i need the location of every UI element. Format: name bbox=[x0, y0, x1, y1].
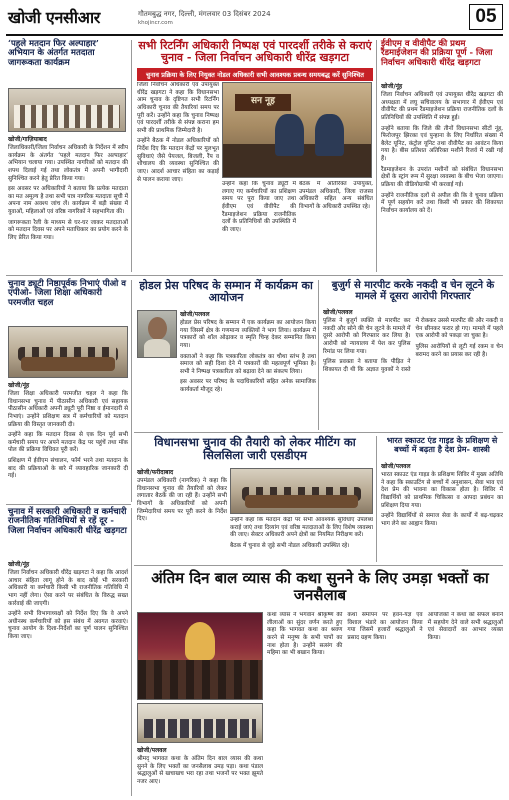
story1-para: इस अवसर पर अधिकारियों ने बताया कि प्रत्येक मतदाता का मत अमूल्य है तथा सभी पात्र नागरिक मतदाता सूची में अपना नाम अवश्य जांच लें। कार्यक्रम में बड़ी संख्या में युवाओं, महिलाओं एवं वरिष्ठ नागरिकों ने सहभागिता की। bbox=[8, 186, 128, 216]
column-divider bbox=[376, 436, 377, 562]
main-body-col1 bbox=[137, 82, 219, 270]
story8-body-col2 bbox=[267, 612, 503, 794]
evm-headline: ईवीएम व वीवीपैट की प्रथम रैंडमाईजेशन की प्रक्रिया पूर्ण - जिला निर्वाचन अधिकारी धीरेंद्र खड़गटा bbox=[381, 39, 493, 68]
story5-body-col2 bbox=[230, 517, 373, 561]
main-para: उन्होंने बैठक में नोडल अधिकारियों को निर्देश दिए कि मतदान केंद्रों पर मूलभूत सुविधाएं जैसे पेयजल, बिजली, रैंप व शौचालय की व्यवस्था सुनिश्चित की जाए। आदर्श आचार संहिता का कड़ाई से पालन कराया जाए। bbox=[137, 138, 219, 183]
story5-para: उन्होंने कहा कि मतदान केंद्रों पर सभी आवश्यक सुविधाएं उपलब्ध कराई जाएं तथा दिव्यांग एवं वरिष्ठ मतदाताओं के लिए विशेष व्यवस्था की जाए। सेक्टर अधिकारी अपने क्षेत्रों का नियमित निरीक्षण करें। bbox=[230, 517, 373, 539]
story8-body-col1 bbox=[137, 746, 263, 794]
story5-headline: विधानसभा चुनाव की तैयारी को लेकर मीटिंग का सिलसिला जारी एसडीएम bbox=[154, 435, 356, 462]
column-divider bbox=[376, 40, 377, 272]
story4-para: पुलिस प्रवक्ता ने बताया कि पीड़ित ने शिकायत दी थी कि अज्ञात युवकों ने रास्ते में रोककर उससे मारपीट की और नकदी व चेन छीनकर फरार हो गए। मामले में पहले एक आरोपी को पकड़ा जा चुका है। bbox=[323, 318, 503, 373]
evm-body bbox=[381, 82, 503, 272]
main-headline: सभी रिटर्निंग अधिकारी निष्पक्ष एवं पारदर्शी तरीके से कराएं चुनाव - जिला निर्वाचन अधिकारी धीरेंद्र खड़गटा bbox=[138, 39, 372, 65]
evm-para: उन्होंने राजनीतिक दलों से अपील की कि वे चुनाव प्रक्रिया में पूर्ण सहयोग करें तथा किसी भी प्रकार की शिकायत निर्वाचन कार्यालय को दें। bbox=[381, 192, 503, 214]
column-divider bbox=[318, 280, 319, 430]
story5-photo bbox=[230, 468, 373, 514]
page-number: 05 bbox=[469, 4, 503, 30]
story7-para: उन्होंने सभी विभागाध्यक्षों को निर्देश दिए कि वे अपने अधीनस्थ कर्मचारियों को इस संबंध में अवगत करवाएं। चुनाव आयोग के दिशा-निर्देशों का पूर्ण पालन सुनिश्चित किया जाए। bbox=[8, 611, 128, 641]
section-rule bbox=[6, 504, 131, 505]
story6-byline: खोजी/पलवल bbox=[381, 463, 411, 470]
main-body-col2 bbox=[222, 181, 296, 271]
story1-byline: खोजी/गाज़ियाबाद bbox=[8, 136, 47, 143]
story3-body bbox=[180, 310, 316, 426]
story2-photo bbox=[8, 326, 128, 378]
section-rule bbox=[134, 432, 503, 433]
story8-headline: अंतिम दिन बाल व्यास की कथा सुनने के लिए उमड़ा भक्तों का जनसैलाब bbox=[151, 569, 489, 604]
story8-para: कथा व्यास ने भगवान श्रीकृष्ण की लीलाओं का सुंदर वर्णन करते हुए कहा कि भागवत कथा का श्रवण करने से मनुष्य के सभी पापों का नाश होता है। उन्होंने सत्संग की महिमा का भी बखान किया। bbox=[267, 612, 343, 657]
evm-para: रैंडमाइजेशन के उपरांत मशीनों को संबंधित विधानसभा क्षेत्रों के स्ट्रांग रूम में सुरक्षा व्यवस्था के बीच भेजा जाएगा। प्रक्रिया की वीडियोग्राफी भी करवाई गई। bbox=[381, 166, 503, 189]
evm-para: जिला निर्वाचन अधिकारी एवं उपायुक्त धीरेंद्र खड़गटा की अध्यक्षता में लघु सचिवालय के सभागार में ईवीएम एवं वीवीपैट की प्रथम रैंडमाइजेशन प्रक्रिया राजनीतिक दलों के प्रतिनिधियों की उपस्थिति में संपन्न हुई। bbox=[381, 92, 503, 121]
story7-headline: चुनाव में सरकारी अधिकारी व कर्मचारी राजनीतिक गतिविधियों से रहें दूर - जिला निर्वाचन अधिकारी धीरेंद्र खड़गटा bbox=[8, 507, 127, 536]
story3-para: वक्ताओं ने कहा कि पत्रकारिता लोकतंत्र का चौथा स्तंभ है तथा समाज को सही दिशा देने में पत्रकारों की महत्वपूर्ण भूमिका है। सभी ने निष्पक्ष पत्रकारिता को बढ़ावा देने का संकल्प लिया। bbox=[180, 353, 316, 375]
story2-para: जिला शिक्षा अधिकारी परमजीत चहल ने कहा कि विधानसभा चुनाव में पीठासीन अधिकारी एवं सहायक पीठासीन अधिकारी अपनी ड्यूटी पूरी निष्ठा व ईमानदारी से निभाएं। उन्होंने प्रशिक्षण सत्र में कर्मचारियों को मतदान प्रक्रिया की विस्तृत जानकारी दी। bbox=[8, 391, 128, 428]
story4-para: पुलिस आरोपियों से लूटी गई रकम व चेन बरामद करने का प्रयास कर रही है। bbox=[415, 343, 503, 358]
main-para: बैठक में अतिरिक्त उपायुक्त, उपमंडल अधिकारी, जिला राजस्व अधिकारी सहित अन्य संबंधित विभागों के अधिकारी उपस्थित रहे। bbox=[299, 181, 373, 210]
website-url: khojincr.com bbox=[138, 20, 173, 26]
story6-para: भारत स्काउट एंड गाइड के प्रशिक्षण शिविर में मुख्य अतिथि ने कहा कि स्काउटिंग से बच्चों में अनुशासन, सेवा भाव एवं देश प्रेम की भावना का विकास होता है। शिविर में विद्यार्थियों को प्राथमिक चिकित्सा व आपदा प्रबंधन का प्रशिक्षण दिया गया। bbox=[381, 472, 503, 509]
main-para: उन्होंने कहा कि चुनाव ड्यूटी में लगाए गए कर्मचारियों का प्रशिक्षण समय पर पूरा किया जाए तथा ईवीएम एवं वीवीपैट की रैंडमाइजेशन प्रक्रिया राजनीतिक दलों के प्रतिनिधियों की उपस्थिति में की जाए। bbox=[222, 181, 296, 233]
story8-photo-crowd bbox=[137, 703, 263, 743]
story8-para: आयोजकों ने कथा को सफल बनाने में सहयोग देने वाले सभी श्रद्धालुओं एवं सेवादारों का आभार व्यक्त किया। bbox=[427, 612, 503, 641]
story8-photo-main bbox=[137, 612, 263, 700]
column-divider bbox=[131, 40, 132, 272]
story6-body bbox=[381, 462, 503, 562]
main-para: जिला निर्वाचन अधिकारी एवं उपायुक्त धीरेंद्र खड़गटा ने कहा कि विधानसभा आम चुनाव के दृष्टिगत सभी रिटर्निंग अधिकारी चुनाव की तैयारियां समय पर पूरी करें। उन्होंने कहा कि चुनाव निष्पक्ष एवं पारदर्शी तरीके से संपन्न कराना हम सभी की प्राथमिक जिम्मेदारी है। bbox=[137, 82, 219, 134]
story7-byline: खोजी/नूंह bbox=[8, 561, 30, 568]
main-subhead-banner: चुनाव प्रक्रिया के लिए नियुक्त नोडल अधिकारी सभी आवश्यक प्रबन्ध समयबद्ध करें सुनिश्चित bbox=[137, 68, 373, 81]
story1-body bbox=[8, 135, 128, 263]
story3-para: इस अवसर पर परिषद के पदाधिकारियों सहित अनेक सामाजिक कार्यकर्ता मौजूद रहे। bbox=[180, 379, 316, 394]
story4-headline: बुजुर्ग से मारपीट करके नकदी व चेन लूटने के मामले में दूसरा आरोपी गिरफ्तार bbox=[331, 280, 495, 302]
section-rule bbox=[6, 275, 503, 276]
photo-sign: सन नूह bbox=[235, 94, 291, 111]
story3-para: होडल प्रेस परिषद के सम्मान में एक कार्यक्रम का आयोजन किया गया जिसमें क्षेत्र के गणमान्य व्यक्तियों ने भाग लिया। कार्यक्रम में पत्रकारों को शॉल ओढ़ाकर व स्मृति चिन्ह देकर सम्मानित किया गया। bbox=[180, 320, 316, 349]
story4-para: पुलिस ने बुजुर्ग व्यक्ति से मारपीट कर नकदी और सोने की चेन लूटने के मामले में दूसरे आरोपी को गिरफ्तार कर लिया है। आरोपी को न्यायालय में पेश कर पुलिस रिमांड पर लिया गया। bbox=[323, 318, 411, 355]
story7-para: जिला निर्वाचन अधिकारी धीरेंद्र खड़गटा ने कहा कि आदर्श आचार संहिता लागू होने के बाद कोई भी सरकारी अधिकारी या कर्मचारी किसी भी राजनीतिक गतिविधि में भाग नहीं लेगा। ऐसा करने पर संबंधित के विरुद्ध सख्त कार्रवाई की जाएगी। bbox=[8, 570, 128, 607]
column-divider bbox=[131, 280, 132, 502]
column-divider bbox=[131, 508, 132, 796]
story2-body bbox=[8, 381, 128, 501]
main-body-col3 bbox=[299, 181, 373, 271]
story5-byline: खोजी/फरीदाबाद bbox=[137, 469, 174, 476]
story2-headline: चुनाव ड्यूटी निष्ठापूर्वक निभाएं पीओ व एपीओ- जिला शिक्षा अधिकारी परमजीत चहल bbox=[8, 279, 127, 308]
story8-para: कथा समापन पर हवन-यज्ञ एवं विशाल भंडारे का आयोजन किया गया जिसमें हजारों श्रद्धालुओं ने प्रसाद ग्रहण किया। bbox=[347, 612, 423, 641]
story1-para: जागरूकता रैली के माध्यम से घर-घर जाकर मतदाताओं को मतदान दिवस पर अपने मताधिकार का प्रयोग करने के लिए प्रेरित किया गया। bbox=[8, 219, 128, 242]
story4-byline: खोजी/पलवल bbox=[323, 309, 353, 316]
story8-para: श्रीमद् भागवत कथा के अंतिम दिन बाल व्यास की कथा सुनने के लिए भक्तों का जनसैलाब उमड़ पड़ा। कथा पंडाल श्रद्धालुओं से खचाखच भरा रहा तथा भजनों पर भक्त झूमते नजर आए। bbox=[137, 756, 263, 785]
section-rule bbox=[134, 565, 503, 566]
story7-body bbox=[8, 560, 128, 794]
masthead-rule bbox=[6, 34, 503, 36]
story8-byline: खोजी/पलवल bbox=[137, 747, 167, 754]
newspaper-logo: खोजी एनसीआर bbox=[8, 8, 101, 27]
story6-para: उन्होंने विद्यार्थियों से समाज सेवा के कार्यों में बढ़-चढ़कर भाग लेने का आह्वान किया। bbox=[381, 513, 503, 527]
story1-headline: ‘पहले मतदान फिर अल्पाहार’ अभियान के अंतर्गत मतदाता जागरूकता कार्यक्रम bbox=[8, 39, 99, 68]
story1-photo bbox=[8, 88, 126, 132]
story5-para: बैठक में चुनाव से जुड़े सभी नोडल अधिकारी उपस्थित रहे। bbox=[230, 542, 350, 549]
masthead bbox=[0, 0, 509, 34]
story2-para: उन्होंने कहा कि मतदान दिवस से एक दिन पूर्व सभी कर्मचारी समय पर अपने मतदान केंद्र पर पहुंचें तथा मॉक पोल की प्रक्रिया विधिवत पूरी करें। bbox=[8, 432, 128, 454]
story5-para: उपमंडल अधिकारी (नागरिक) ने कहा कि विधानसभा चुनाव की तैयारियों को लेकर लगातार बैठकें की जा रही हैं। उन्होंने सभी विभागों के अधिकारियों को अपनी जिम्मेदारियां समय पर पूरी करने के निर्देश दिए। bbox=[137, 478, 227, 523]
story2-para: प्रशिक्षण में ईवीएम संचालन, फॉर्म भरने तथा मतदान के बाद की प्रक्रियाओं के बारे में व्यावहारिक जानकारी दी गई। bbox=[8, 458, 128, 480]
story1-para: जिलाधिकारी/जिला निर्वाचन अधिकारी के निर्देशन में स्वीप कार्यक्रम के अंतर्गत ‘पहले मतदान फिर अल्पाहार’ अभियान चलाया गया। उपस्थित नागरिकों को मतदान की शपथ दिलाई गई तथा लोकतंत्र में अपनी भागीदारी सुनिश्चित करने हेतु प्रेरित किया गया। bbox=[8, 145, 128, 182]
story5-body-col1 bbox=[137, 468, 227, 560]
main-photo bbox=[222, 82, 372, 178]
story3-photo bbox=[137, 310, 177, 358]
evm-byline: खोजी/नूंह bbox=[381, 83, 403, 90]
evm-para: उन्होंने बताया कि जिले की तीनों विधानसभा सीटों नूंह, फिरोजपुर झिरका एवं पुन्हाना के लिए निर्धारित संख्या में बैलेट यूनिट, कंट्रोल यूनिट तथा वीवीपैट का आवंटन किया गया है। बीस प्रतिशत अतिरिक्त मशीनें रिजर्व में रखी गई हैं। bbox=[381, 125, 503, 163]
story3-headline: होडल प्रेस परिषद के सम्मान में कार्यक्रम का आयोजन bbox=[139, 279, 313, 305]
issue-date: गौतमबुद्ध नगर, दिल्ली, मंगलवार 03 दिसंबर 2024 bbox=[138, 10, 271, 18]
story3-byline: खोजी/पलवल bbox=[180, 311, 210, 318]
story4-body bbox=[323, 308, 503, 430]
story6-headline: भारत स्काउट एंड गाइड के प्रशिक्षण से बच्चों में बढ़ता है देश प्रेम- शास्त्री bbox=[386, 435, 498, 454]
story2-byline: खोजी/नूंह bbox=[8, 382, 30, 389]
